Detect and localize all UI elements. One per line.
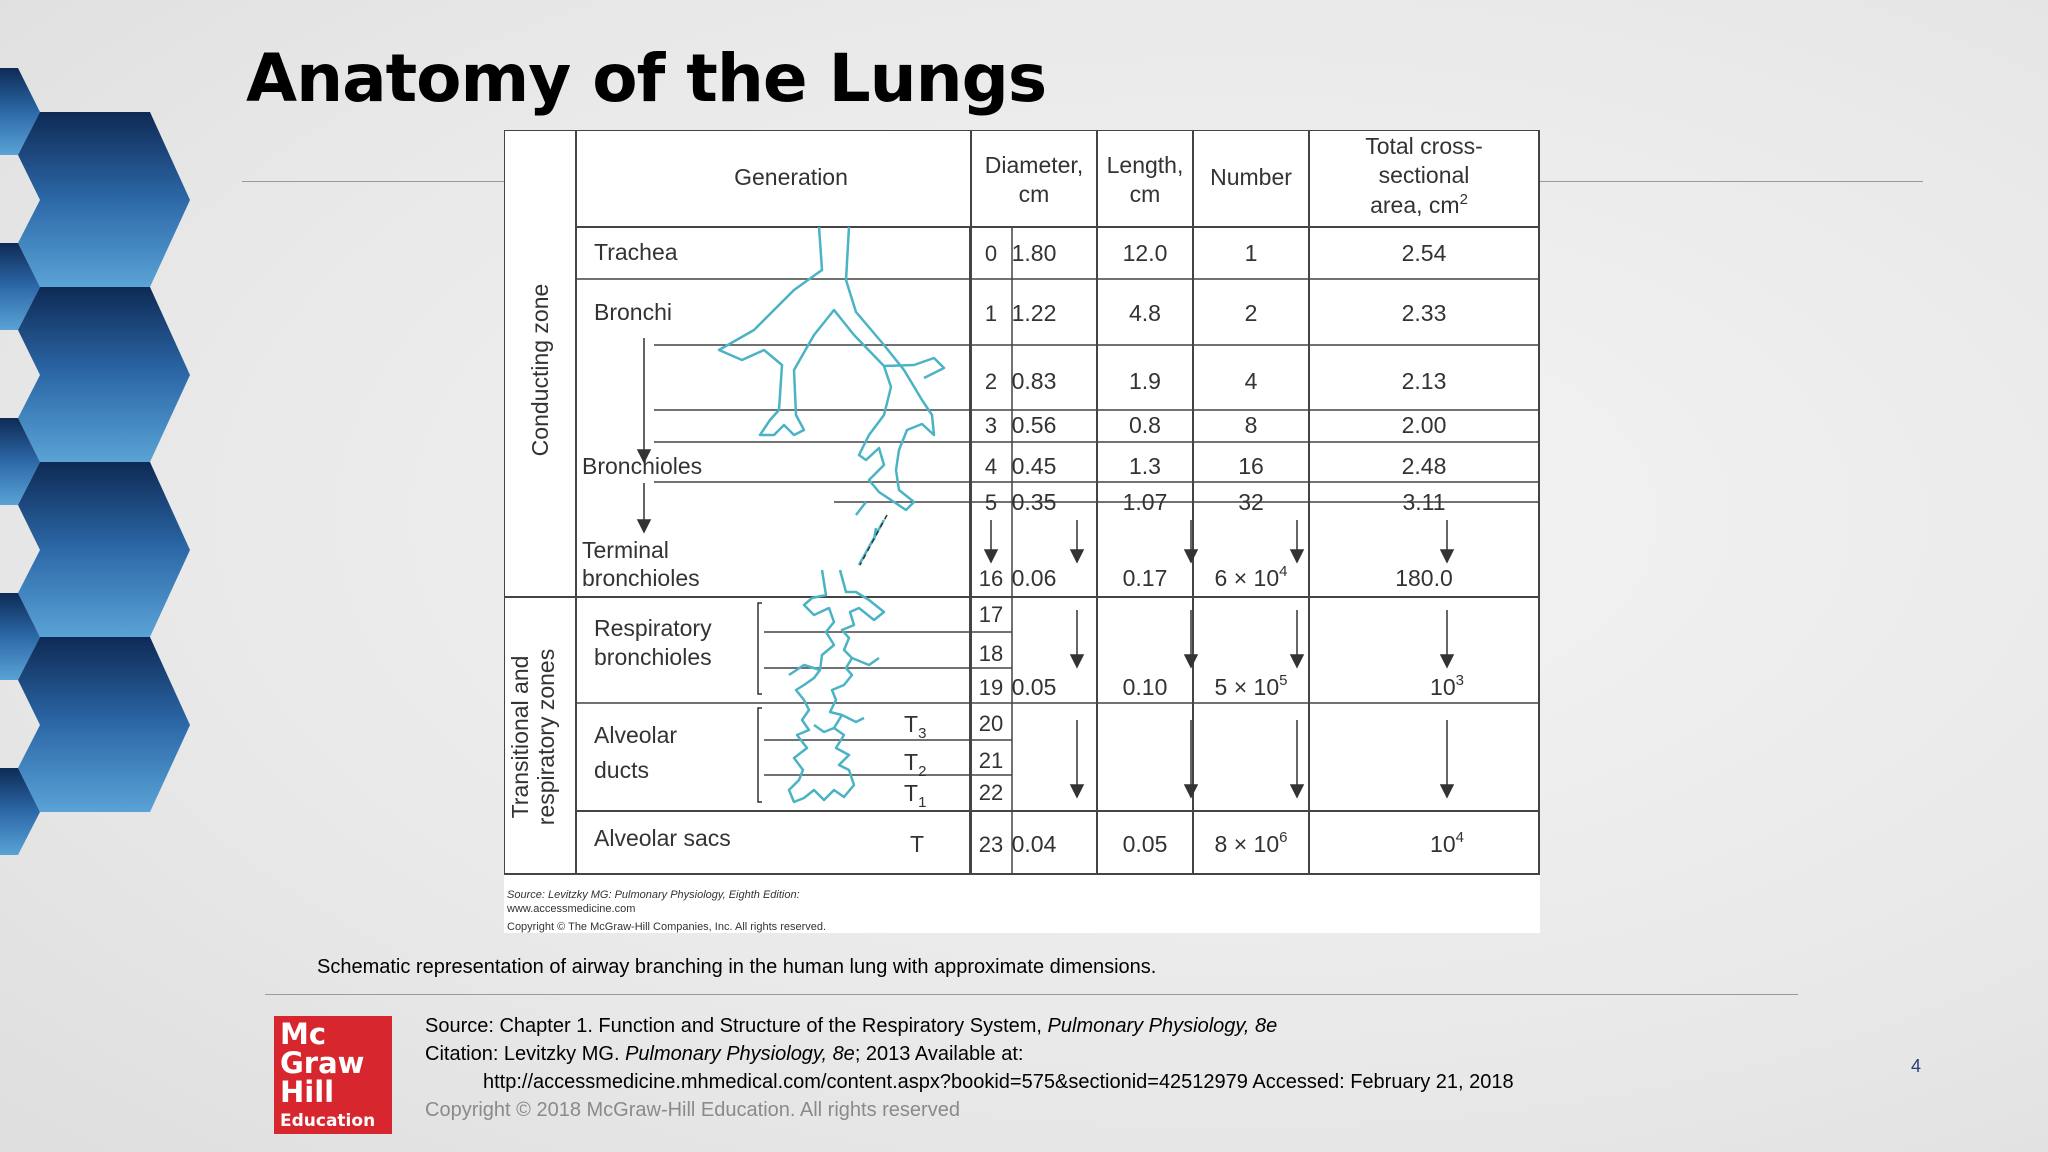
cell-diameter: 0.35 <box>1011 489 1057 515</box>
zone-transitional-line1: Transitional and <box>507 655 533 819</box>
cell-length: 4.8 <box>1129 300 1161 326</box>
header-length-unit: cm <box>1129 181 1161 207</box>
cell-diameter: 0.04 <box>1011 831 1057 857</box>
label-t3: $T_3$ <box>904 711 927 742</box>
generation-labels <box>582 239 926 857</box>
zone-transitional-line2: respiratory zones <box>533 648 559 826</box>
hexagon-shape <box>18 112 190 287</box>
title-divider-left <box>242 181 506 182</box>
header-diameter: Diameter, <box>984 152 1084 178</box>
cell-number: 32 <box>1238 489 1264 515</box>
logo-line3: Hill <box>280 1075 335 1109</box>
cell-area: 2.33 <box>1401 300 1447 326</box>
label-trachea: Trachea <box>594 239 678 265</box>
figure-source-line3: Copyright © The McGraw-Hill Companies, Inc. All rights reserved. <box>507 921 827 933</box>
cell-length: 0.8 <box>1129 412 1161 438</box>
gen-number: 3 <box>984 413 998 438</box>
cell-diameter: 1.80 <box>1011 240 1057 266</box>
cell-number: 2 <box>1244 300 1258 326</box>
figure-source-line1: Source: Levitzky MG: Pulmonary Physiology, Eighth Edition: <box>507 889 800 901</box>
gen-number: 5 <box>984 490 998 515</box>
logo-line1: Mc <box>280 1017 327 1051</box>
cell-number: 1 <box>1244 240 1258 266</box>
label-terminal-line2: bronchioles <box>582 565 700 591</box>
gen-number: 17 <box>978 602 1004 627</box>
hexagon-shape <box>18 462 190 637</box>
cell-diameter: 0.06 <box>1011 565 1057 591</box>
zone-conducting: Conducting zone <box>527 283 553 457</box>
footer-divider <box>265 994 1798 995</box>
cell-number: 8 <box>1244 412 1258 438</box>
hexagon-shape <box>18 287 190 462</box>
cell-length: 0.17 <box>1122 565 1168 591</box>
citation-line: Citation: Levitzky MG. Pulmonary Physiology, 8e; 2013 Available at: <box>425 1043 1024 1065</box>
cell-area: 180.0 <box>1395 565 1453 591</box>
cell-area: 2.48 <box>1401 453 1447 479</box>
cell-diameter: 0.05 <box>1011 674 1057 700</box>
figure-source-line2: www.accessmedicine.com <box>507 903 636 915</box>
cell-length: 1.9 <box>1129 368 1161 394</box>
cell-length: 0.05 <box>1122 831 1168 857</box>
gen-number: 23 <box>978 832 1004 857</box>
header-area-line3: area, $cm^2$ <box>1370 191 1468 218</box>
mcgraw-hill-logo <box>274 1016 392 1134</box>
cell-area: 2.13 <box>1401 368 1447 394</box>
cell-number: $6 \times 10^4$ <box>1214 563 1288 591</box>
source-line: Source: Chapter 1. Function and Structure of the Respiratory System, Pulmonary Physiology, 8e <box>425 1015 1278 1037</box>
label-alveolar-sacs: Alveolar sacs <box>594 825 731 851</box>
cell-number: 16 <box>1238 453 1264 479</box>
cell-diameter: 0.45 <box>1011 453 1057 479</box>
cell-diameter: 1.22 <box>1011 300 1057 326</box>
copyright-text: Copyright © 2018 McGraw-Hill Education. All rights reserved <box>425 1099 960 1121</box>
cell-length: 1.3 <box>1129 453 1161 479</box>
label-bronchi: Bronchi <box>594 299 672 325</box>
label-t2: $T_2$ <box>904 749 927 780</box>
hexagon-shape <box>18 637 190 812</box>
cell-area: $10^4$ <box>1430 829 1464 857</box>
header-area-line2: sectional <box>1378 162 1470 188</box>
label-alveolar-line1: Alveolar <box>594 722 678 748</box>
header-row <box>734 133 1483 218</box>
airway-table-svg <box>504 130 1540 933</box>
cell-area: 3.11 <box>1402 489 1446 515</box>
citation-url[interactable]: http://accessmedicine.mhmedical.com/content.aspx?bookid=575&sectionid=42512979 Accessed: February 21, 2018 <box>483 1071 1514 1093</box>
gen-number: 19 <box>978 675 1004 700</box>
label-respiratory-line2: bronchioles <box>594 644 712 670</box>
header-number: Number <box>1210 164 1292 190</box>
data-cells <box>1012 240 1464 857</box>
header-length: Length, <box>1106 152 1184 178</box>
cell-number: $8 \times 10^6$ <box>1214 829 1288 857</box>
page-number: 4 <box>1911 1056 1922 1076</box>
gen-number: 1 <box>984 301 998 326</box>
hexagon-decoration <box>0 0 210 870</box>
label-bronchioles: Bronchioles <box>582 453 703 479</box>
gen-number: 18 <box>978 641 1004 666</box>
gen-number: 21 <box>978 748 1004 773</box>
header-area-line1: Total cross- <box>1365 133 1483 159</box>
gen-number: 4 <box>984 454 998 479</box>
gen-number: 2 <box>984 369 998 394</box>
cell-number: 4 <box>1244 368 1258 394</box>
source-citation-block <box>425 1012 1514 1124</box>
cell-diameter: 0.56 <box>1011 412 1057 438</box>
figure-caption: Schematic representation of airway branching in the human lung with approximate dimensions. <box>317 956 1157 978</box>
cell-length: 0.10 <box>1122 674 1168 700</box>
airway-table-figure <box>504 130 1540 933</box>
label-t1: $T_1$ <box>904 780 927 811</box>
gen-number: 22 <box>978 780 1004 805</box>
cell-length: 12.0 <box>1122 240 1168 266</box>
logo-line2: Graw <box>280 1046 365 1080</box>
gen-number: 16 <box>978 566 1004 591</box>
label-respiratory-line1: Respiratory <box>594 615 712 641</box>
cell-length: 1.07 <box>1122 489 1168 515</box>
title-divider-right <box>1538 181 1923 182</box>
label-t: T <box>910 831 925 857</box>
slide-title: Anatomy of the Lungs <box>246 40 1047 117</box>
cell-area: 2.54 <box>1401 240 1447 266</box>
logo-line4: Education <box>280 1111 376 1131</box>
gen-number: 20 <box>978 711 1004 736</box>
cell-area: 2.00 <box>1401 412 1447 438</box>
label-alveolar-line2: ducts <box>594 757 649 783</box>
label-terminal-line1: Terminal <box>582 537 669 563</box>
cell-diameter: 0.83 <box>1011 368 1057 394</box>
header-diameter-unit: cm <box>1018 181 1050 207</box>
header-generation: Generation <box>734 164 848 190</box>
cell-number: $5 \times 10^5$ <box>1214 672 1288 700</box>
gen-number: 0 <box>984 241 998 266</box>
cell-area: $10^3$ <box>1430 672 1464 700</box>
